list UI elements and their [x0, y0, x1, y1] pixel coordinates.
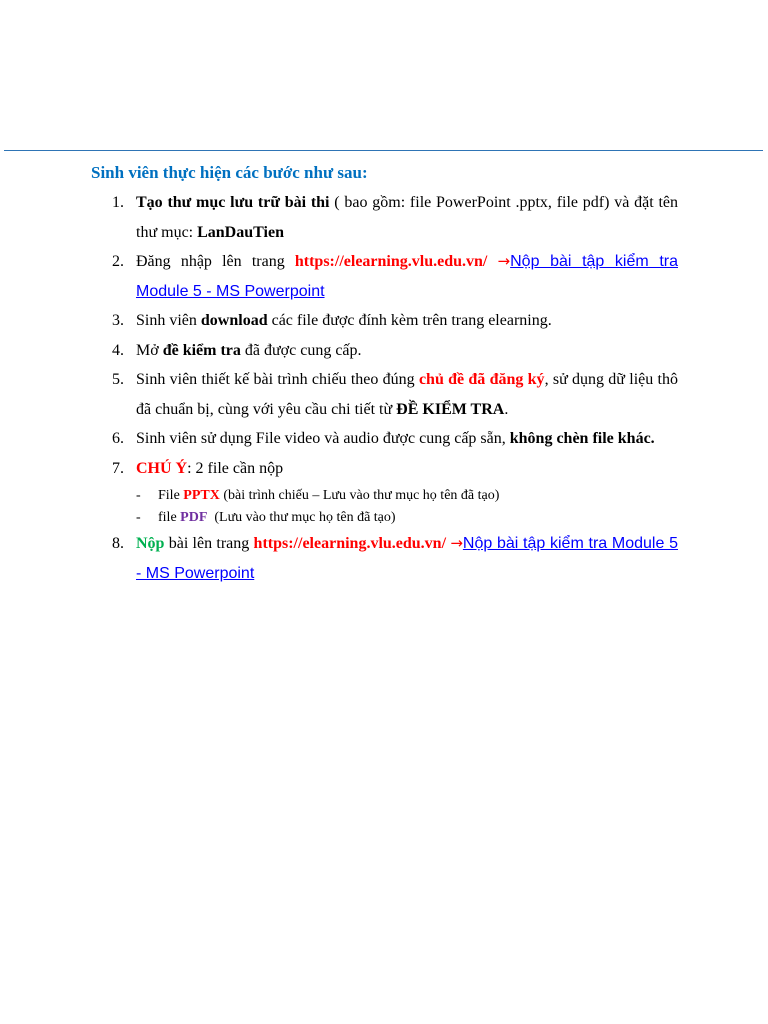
dash-bullet: -: [136, 488, 141, 503]
step-3: [91, 306, 678, 336]
step-8: [91, 529, 678, 588]
dash-bullet: -: [136, 510, 141, 525]
list-item: [91, 485, 678, 507]
step-1-bold: Tạo thư mục lưu trữ bài thi: [136, 194, 330, 211]
step-3-text: Sinh viên: [136, 312, 201, 329]
elearning-url[interactable]: https://elearning.vlu.edu.vn/: [253, 535, 447, 552]
step-number: 1.: [112, 194, 124, 211]
folder-name: LanDauTien: [197, 223, 284, 241]
file-label: File: [158, 488, 184, 503]
step-4-text-end: đã được cung cấp.: [240, 341, 362, 359]
header-rule: [4, 150, 763, 151]
step-7-red: CHÚ Ý: [136, 459, 188, 477]
step-7-text: : 2 file cần nộp: [187, 459, 284, 477]
step-2: [91, 247, 678, 306]
submission-link[interactable]: Nộp bài tập kiểm tra Module 5 - MS Powerpoint: [136, 253, 678, 300]
steps-list: [91, 188, 678, 588]
file-note: (bài trình chiếu – Lưu vào thư mục họ tên đã tạo): [219, 488, 500, 503]
step-4-bold: đề kiểm tra: [162, 341, 241, 359]
step-3-bold: download: [200, 312, 268, 329]
file-list: [91, 485, 678, 529]
step-number: 2.: [112, 253, 124, 270]
step-5-text-mid: , sử dụng dữ liệu thô đã chuẩn bị, cùng với yêu cầu chi tiết từ: [136, 371, 678, 418]
step-number: 7.: [112, 459, 124, 477]
right-arrow-icon: →: [450, 534, 463, 552]
submission-link[interactable]: Nộp bài tập kiểm tra Module 5 - MS Powerpoint: [136, 535, 679, 582]
step-6-text: Sinh viên sử dụng File video và audio được cung cấp sẵn,: [136, 430, 510, 447]
pdf-label: PDF: [180, 510, 208, 525]
instructions-heading: Sinh viên thực hiện các bước như sau:: [91, 163, 368, 182]
step-1: [91, 188, 678, 247]
elearning-url[interactable]: https://elearning.vlu.edu.vn/: [294, 253, 488, 270]
step-4: [91, 336, 678, 366]
step-4-text: Mở: [136, 341, 163, 359]
step-5-red: chủ đề đã đăng ký: [418, 371, 545, 388]
step-8-green: Nộp: [136, 535, 165, 552]
step-number: 3.: [112, 312, 124, 329]
step-number: 5.: [112, 371, 124, 388]
step-6: [91, 424, 678, 454]
step-5-text-end: .: [504, 400, 509, 418]
file-note: (Lưu vào thư mục họ tên đã tạo): [207, 510, 396, 525]
step-5-bold: ĐỀ KIỂM TRA: [396, 400, 505, 418]
step-number: 4.: [112, 341, 124, 359]
step-2-text: Đăng nhập lên trang: [136, 253, 295, 270]
step-3-text-end: các file được đính kèm trên trang elearning.: [267, 312, 552, 329]
pptx-label: PPTX: [183, 488, 220, 503]
step-7: [91, 454, 678, 484]
step-8-text: bài lên trang: [164, 535, 254, 552]
step-5-text: Sinh viên thiết kế bài trình chiếu theo đúng: [136, 371, 419, 388]
right-arrow-icon: →: [497, 252, 511, 270]
step-5: [91, 365, 678, 424]
step-number: 6.: [112, 430, 124, 447]
step-1-text: ( bao gồm: file PowerPoint .pptx, file pdf) và đặt tên thư mục:: [136, 194, 678, 241]
list-item: [91, 507, 678, 529]
file-label: file: [158, 510, 181, 525]
step-6-bold: không chèn file khác.: [509, 430, 655, 447]
step-number: 8.: [112, 535, 124, 552]
